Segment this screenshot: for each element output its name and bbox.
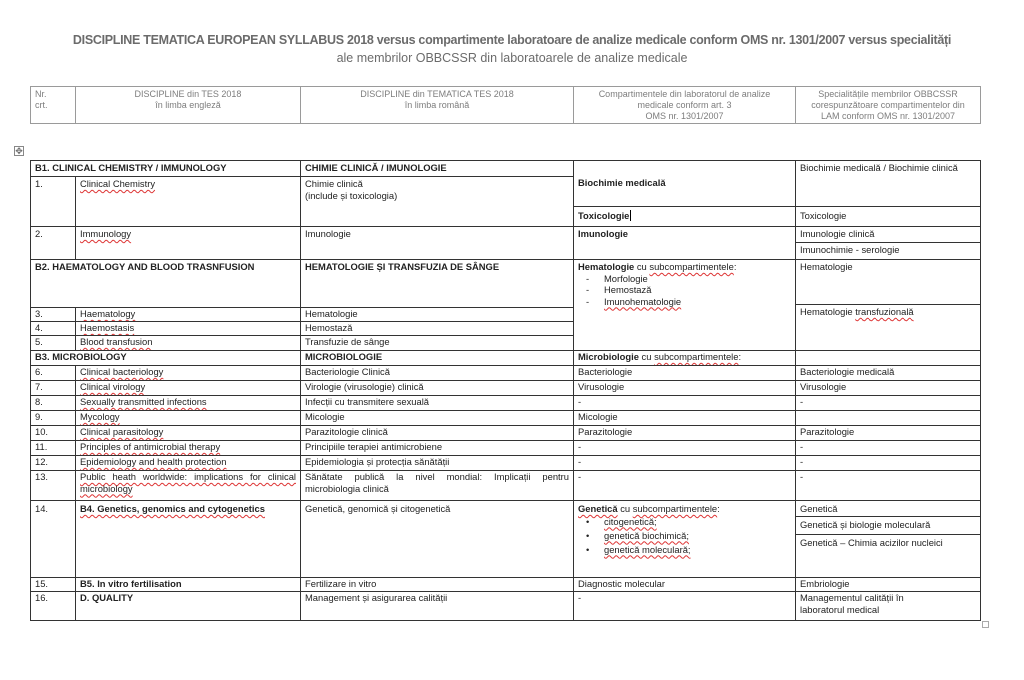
document-subtitle: ale membrilor OBBCSSR din laboratoarele de analize medicale <box>336 51 688 65</box>
cell-text: Imunohematologie <box>604 295 682 307</box>
row-15-comp: Diagnostic molecular <box>573 577 796 592</box>
row-13-comp: - <box>573 470 796 501</box>
row-11-ro: Principiile terapiei antimicrobiene <box>300 440 574 456</box>
section-b3-ro: MICROBIOLOGIE <box>300 350 574 366</box>
row-1-nr: 1. <box>30 176 76 227</box>
row-15-en: B5. In vitro fertilisation <box>75 577 301 592</box>
row-4-nr: 4. <box>30 321 76 336</box>
header-text: OMS nr. 1301/2007 <box>645 111 724 121</box>
row-12-ro: Epidemiologia și protecția sănătății <box>300 455 574 471</box>
row-7-nr: 7. <box>30 380 76 396</box>
cell-text: Sexually transmitted infections <box>80 396 207 407</box>
cell-text: : <box>738 351 742 362</box>
document-title: DISCIPLINE TEMATICA EUROPEAN SYLLABUS 2018 versus compartimente laboratoare de analize medicale conform OMS nr. 1301/2007 versus specialități <box>72 33 952 47</box>
sub-item <box>578 543 791 557</box>
row-12-spec: - <box>795 455 981 471</box>
row-8-spec: - <box>795 395 981 411</box>
b3-comp <box>573 350 796 366</box>
row-16-ro: Management și asigurarea calității <box>300 591 574 621</box>
row-4-ro: Hemostază <box>300 321 574 336</box>
cell-text: transfuzională <box>855 306 914 317</box>
b2-spec: Hematologie <box>795 259 981 305</box>
row-3-en <box>75 307 301 322</box>
cell-text: Clinical virology <box>80 381 146 392</box>
cell-text: Microbiologie <box>578 351 639 362</box>
cell-text: Clinical bacteriology <box>80 366 164 377</box>
bullet-icon: • <box>586 543 590 555</box>
section-b1-ro: CHIMIE CLINICĂ / IMUNOLOGIE <box>300 160 574 177</box>
table-resize-handle-icon[interactable] <box>982 621 989 628</box>
cell-text: subcompartimentele <box>649 261 734 272</box>
header-col-ro <box>300 86 574 124</box>
row-14-spec: Genetică <box>795 500 981 517</box>
section-b1-en: B1. CLINICAL CHEMISTRY / IMMUNOLOGY <box>30 160 301 177</box>
row-13-en <box>75 470 301 501</box>
cell-text <box>578 503 791 515</box>
row-9-comp: Micologie <box>573 410 796 426</box>
row-2-spec-2: Imunochimie - serologie <box>795 242 981 260</box>
b3-spec <box>795 350 981 366</box>
row-2-en <box>75 226 301 260</box>
section-b3-en: B3. MICROBIOLOGY <box>30 350 301 366</box>
row-1-spec-toxicologie: Toxicologie <box>795 206 981 227</box>
row-7-en <box>75 380 301 396</box>
table-move-handle-icon[interactable]: ✥ <box>15 146 23 156</box>
bullet-icon: • <box>586 515 590 527</box>
cell-text: cu <box>617 503 633 514</box>
header-text: medicale conform art. 3 <box>637 100 732 110</box>
row-6-nr: 6. <box>30 365 76 381</box>
cell-text: Immunology <box>80 228 132 239</box>
text-cursor <box>630 210 631 221</box>
cell-text: Mycology <box>80 411 120 422</box>
cell-text: genetică moleculară; <box>604 543 691 555</box>
row-16-nr: 16. <box>30 591 76 621</box>
row-12-nr: 12. <box>30 455 76 471</box>
sub-item <box>578 529 791 543</box>
row-8-en <box>75 395 301 411</box>
row-6-en <box>75 365 301 381</box>
header-text: corespunzătoare compartimentelor din <box>811 100 965 110</box>
cell-text: Blood transfusion <box>80 336 153 347</box>
row-1-spec: Biochimie medicală / Biochimie clinică <box>795 160 981 207</box>
cell-text: Chimie clinică <box>305 178 363 189</box>
row-6-spec: Bacteriologie medicală <box>795 365 981 381</box>
row-2-ro: Imunologie <box>300 226 574 260</box>
header-text: în limba română <box>404 100 470 110</box>
row-15-ro: Fertilizare in vitro <box>300 577 574 592</box>
row-16-en: D. QUALITY <box>75 591 301 621</box>
row-10-en <box>75 425 301 441</box>
row-14-spec-2: Genetică și biologie moleculară <box>795 516 981 535</box>
row-5-nr: 5. <box>30 335 76 351</box>
row-12-en <box>75 455 301 471</box>
row-12-comp: - <box>573 455 796 471</box>
b2-spec-2 <box>795 304 981 351</box>
dash-bullet: - <box>586 284 590 295</box>
cell-text: Managementul calității în <box>800 592 904 603</box>
cell-text: Morfologie <box>604 272 648 284</box>
row-16-comp: - <box>573 591 796 621</box>
row-5-en <box>75 335 301 351</box>
row-16-spec <box>795 591 981 621</box>
header-text: Compartimentele din laboratorul de analize <box>598 89 771 99</box>
sub-item <box>578 296 791 308</box>
cell-text: Haemostasis <box>80 322 135 333</box>
cell-text: laboratorul medical <box>800 603 880 615</box>
row-11-spec: - <box>795 440 981 456</box>
row-14-spec-3: Genetică – Chimia acizilor nucleici <box>795 534 981 578</box>
header-col-comp <box>573 86 796 124</box>
row-5-ro: Transfuzie de sânge <box>300 335 574 351</box>
header-text: în limba engleză <box>155 100 221 110</box>
row-14-nr: 14. <box>30 500 76 578</box>
row-1-en <box>75 176 301 227</box>
row-4-en <box>75 321 301 336</box>
cell-text: subcompartimentele <box>654 351 739 362</box>
row-10-comp: Parazitologie <box>573 425 796 441</box>
cell-text: Clinical Chemistry <box>80 178 156 189</box>
row-6-comp: Bacteriologie <box>573 365 796 381</box>
cell-text: genetică biochimică; <box>604 529 689 541</box>
row-10-spec: Parazitologie <box>795 425 981 441</box>
row-11-comp: - <box>573 440 796 456</box>
row-11-en <box>75 440 301 456</box>
sub-item <box>578 284 791 296</box>
header-text: crt. <box>35 100 48 110</box>
cell-text: Hematologie <box>800 306 856 317</box>
row-9-ro: Micologie <box>300 410 574 426</box>
dash-bullet: - <box>586 272 590 284</box>
row-14-en <box>75 500 301 578</box>
header-nr <box>30 86 76 124</box>
row-7-comp: Virusologie <box>573 380 796 396</box>
b2-comp <box>573 259 796 351</box>
row-13-spec: - <box>795 470 981 501</box>
dash-bullet: - <box>586 295 590 307</box>
cell-text: : <box>717 503 720 514</box>
row-1-ro <box>300 176 574 227</box>
cell-text: Hemostază <box>604 284 652 295</box>
cell-text: (include și toxicologia) <box>305 189 398 201</box>
row-13-nr: 13. <box>30 470 76 501</box>
header-text: LAM conform OMS nr. 1301/2007 <box>820 111 956 121</box>
row-10-ro: Parazitologie clinică <box>300 425 574 441</box>
row-15-nr: 15. <box>30 577 76 592</box>
row-8-comp: - <box>573 395 796 411</box>
row-2-spec: Imunologie clinică <box>795 226 981 243</box>
row-15-spec: Embriologie <box>795 577 981 592</box>
row-3-ro: Hematologie <box>300 307 574 322</box>
row-2-nr: 2. <box>30 226 76 260</box>
row-7-ro: Virologie (virusologie) clinică <box>300 380 574 396</box>
row-9-en <box>75 410 301 426</box>
header-text: Nr. <box>35 89 47 99</box>
cell-text: Hematologie <box>578 261 635 272</box>
row-8-nr: 8. <box>30 395 76 411</box>
cell-text: Epidemiology and health protection <box>80 456 227 467</box>
row-6-ro: Bacteriologie Clinică <box>300 365 574 381</box>
row-1-comp: Biochimie medicală <box>573 160 796 207</box>
sub-item <box>578 515 791 529</box>
row-13-ro: Sănătate publică la nivel mondial: Implicații pentru microbiologia clinică <box>300 470 574 501</box>
cell-text: cu <box>634 261 650 272</box>
row-10-nr: 10. <box>30 425 76 441</box>
cell-text: Clinical parasitology <box>80 426 164 437</box>
row-2-comp: Imunologie <box>573 226 796 260</box>
cell-text: cu <box>638 351 655 362</box>
header-text: DISCIPLINE din TES 2018 <box>134 89 242 99</box>
cell-text: B4. Genetics, genomics and cytogenetics <box>80 503 265 514</box>
row-7-spec: Virusologie <box>795 380 981 396</box>
header-col-en <box>75 86 301 124</box>
row-3-nr: 3. <box>30 307 76 322</box>
section-b2-en: B2. HAEMATOLOGY AND BLOOD TRASNFUSION <box>30 259 301 308</box>
row-9-nr: 9. <box>30 410 76 426</box>
cell-text: subcompartimentele <box>632 503 718 514</box>
cell-text: Principles of antimicrobial therapy <box>80 441 221 452</box>
header-text: Specialitățile membrilor OBBCSSR <box>818 89 958 99</box>
row-1-comp-toxicologie[interactable] <box>573 206 796 227</box>
cell-text: Genetică <box>578 503 618 514</box>
cell-text: Toxicologie <box>578 210 630 221</box>
cell-text <box>578 261 791 273</box>
header-col-spec <box>795 86 981 124</box>
row-8-ro: Infecții cu transmitere sexuală <box>300 395 574 411</box>
cell-text: citogenetică; <box>604 515 657 527</box>
cell-text: Public heath worldwide: implications for clinical microbiology <box>80 471 296 494</box>
section-b2-ro: HEMATOLOGIE ȘI TRANSFUZIA DE SÂNGE <box>300 259 574 308</box>
bullet-icon: • <box>586 529 590 541</box>
sub-item <box>578 273 791 285</box>
cell-text: : <box>733 261 737 272</box>
row-14-ro: Genetică, genomică și citogenetică <box>300 500 574 578</box>
row-9-spec <box>795 410 981 426</box>
row-14-comp <box>573 500 796 578</box>
row-11-nr: 11. <box>30 440 76 456</box>
header-text: DISCIPLINE din TEMATICA TES 2018 <box>360 89 514 99</box>
cell-text: Haematology <box>80 308 136 319</box>
